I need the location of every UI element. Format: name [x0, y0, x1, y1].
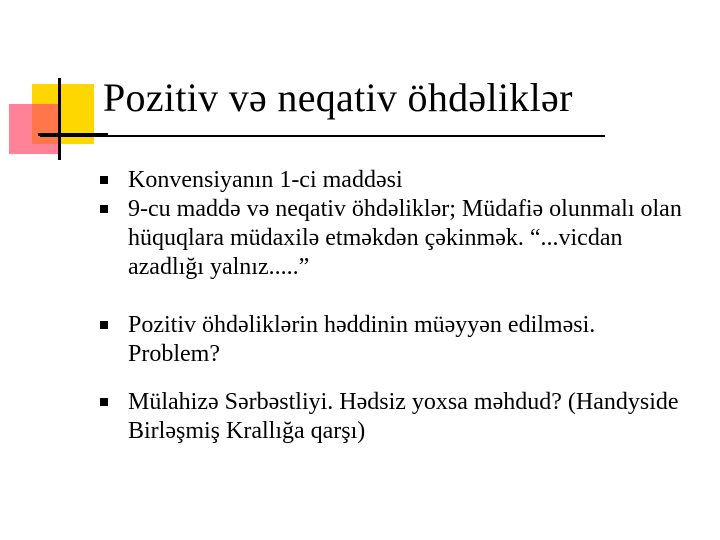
- slide-title: Pozitiv və neqativ öhdəliklər: [103, 75, 573, 120]
- bullet-item: Pozitiv öhdəliklərin həddinin müəyyən edilməsi. Problem?: [128, 312, 596, 367]
- square-bullet-icon: [100, 321, 108, 329]
- square-bullet-icon: [100, 205, 108, 213]
- square-bullet-icon: [100, 398, 108, 406]
- square-bullet-icon: [100, 176, 108, 184]
- bullet-item: Mülahizə Sərbəstliyi. Hədsiz yoxsa məhdud? (Handyside Birləşmiş Krallığa qarşı): [128, 389, 679, 444]
- bullet-item: Konvensiyanın 1-ci maddəsi: [128, 167, 403, 193]
- bullet-item: 9-cu maddə və neqativ öhdəliklər; Müdafiə olunmalı olan hüquqlara müdaxilə etməkdən çəkinmək. “...vicdan azadlığı yalnız.....”: [128, 196, 682, 280]
